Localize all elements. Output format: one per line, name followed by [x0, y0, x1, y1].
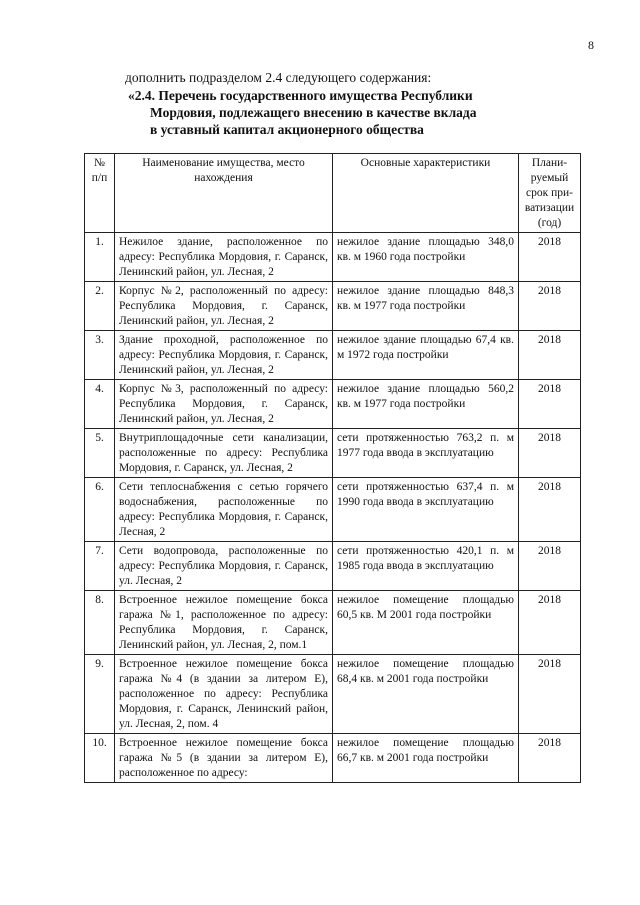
table-row	[85, 478, 581, 542]
row-name: Корпус №3, расположенный по адресу: Республика Мордовия, г. Саранск, Ленинский район, ул. Лесная, 2	[115, 380, 333, 429]
header-term: Плани-руемый срок при-ватизации (год)	[519, 154, 581, 233]
row-name: Сети водопровода, расположенные по адресу: Республика Мордовия, г. Саранск, ул. Лесная, 2	[115, 542, 333, 591]
property-table	[84, 153, 581, 783]
page-number: 8	[588, 38, 594, 52]
row-num: 5.	[85, 429, 115, 478]
row-year: 2018	[519, 655, 581, 734]
row-characteristics: сети протяженностью 637,4 п. м 1990 года ввода в эксплуатацию	[333, 478, 519, 542]
row-characteristics: нежилое здание площадью 560,2 кв. м 1977 года постройки	[333, 380, 519, 429]
header-num: № п/п	[85, 154, 115, 233]
row-name: Здание проходной, расположенное по адресу: Республика Мордовия, г. Саранск, Ленинский район, ул. Лесная, 2	[115, 331, 333, 380]
row-name: Сети теплоснабжения с сетью горячего водоснабжения, расположенные по адресу: Республика Мордовия, г. Саранск, Лесная, 2	[115, 478, 333, 542]
row-num: 6.	[85, 478, 115, 542]
table-row	[85, 380, 581, 429]
row-num: 9.	[85, 655, 115, 734]
row-name: Внутриплощадочные сети канализации, расположенные по адресу: Республика Мордовия, г. Саранск, ул. Лесная, 2	[115, 429, 333, 478]
row-year: 2018	[519, 591, 581, 655]
row-characteristics: нежилое здание площадью 848,3 кв. м 1977 года постройки	[333, 282, 519, 331]
table-row	[85, 655, 581, 734]
row-num: 1.	[85, 233, 115, 282]
table-row	[85, 233, 581, 282]
row-num: 4.	[85, 380, 115, 429]
row-characteristics: нежилое помещение площадью 66,7 кв. м 2001 года постройки	[333, 734, 519, 783]
table-row	[85, 542, 581, 591]
row-year: 2018	[519, 331, 581, 380]
row-num: 3.	[85, 331, 115, 380]
row-characteristics: нежилое здание площадью 348,0 кв. м 1960 года постройки	[333, 233, 519, 282]
row-num: 7.	[85, 542, 115, 591]
row-num: 8.	[85, 591, 115, 655]
header-characteristics: Основные характеристики	[333, 154, 519, 233]
header-name: Наименование имущества, место нахождения	[115, 154, 333, 233]
intro-text: дополнить подразделом 2.4 следующего содержания:	[125, 70, 432, 85]
row-year: 2018	[519, 380, 581, 429]
row-name: Встроенное нежилое помещение бокса гаража №1, расположенное по адресу: Республика Мордовия, г. Саранск, Ленинский район, ул. Лесная, 2, пом.1	[115, 591, 333, 655]
row-characteristics: сети протяженностью 420,1 п. м 1985 года ввода в эксплуатацию	[333, 542, 519, 591]
table-row	[85, 282, 581, 331]
row-characteristics: нежилое здание площадью 67,4 кв. м 1972 года постройки	[333, 331, 519, 380]
row-year: 2018	[519, 478, 581, 542]
row-year: 2018	[519, 542, 581, 591]
table-row	[85, 591, 581, 655]
row-name: Встроенное нежилое помещение бокса гаража №4 (в здании за литером Е), расположенное по адресу: Республика Мордовия, г. Саранск, Ленинский район, ул. Лесная, 2, пом. 4	[115, 655, 333, 734]
row-num: 10.	[85, 734, 115, 783]
section-heading	[128, 87, 558, 138]
row-year: 2018	[519, 734, 581, 783]
table-row	[85, 429, 581, 478]
table-header-row	[85, 154, 581, 233]
row-year: 2018	[519, 233, 581, 282]
row-characteristics: сети протяженностью 763,2 п. м 1977 года ввода в эксплуатацию	[333, 429, 519, 478]
table-row	[85, 734, 581, 783]
row-year: 2018	[519, 282, 581, 331]
row-name: Встроенное нежилое помещение бокса гаража №5 (в здании за литером Е), расположенное по адресу:	[115, 734, 333, 783]
row-name: Нежилое здание, расположенное по адресу: Республика Мордовия, г. Саранск, Ленинский район, ул. Лесная, 2	[115, 233, 333, 282]
heading-line: Мордовия, подлежащего внесению в качестве вклада	[150, 105, 477, 120]
row-num: 2.	[85, 282, 115, 331]
table-row	[85, 331, 581, 380]
row-year: 2018	[519, 429, 581, 478]
row-characteristics: нежилое помещение площадью 60,5 кв. М 2001 года постройки	[333, 591, 519, 655]
heading-line: в уставный капитал акционерного общества	[150, 122, 424, 137]
row-name: Корпус №2, расположенный по адресу: Республика Мордовия, г. Саранск, Ленинский район, ул. Лесная, 2	[115, 282, 333, 331]
heading-line: «2.4. Перечень государственного имущества Республики	[128, 88, 473, 103]
row-characteristics: нежилое помещение площадью 68,4 кв. м 2001 года постройки	[333, 655, 519, 734]
